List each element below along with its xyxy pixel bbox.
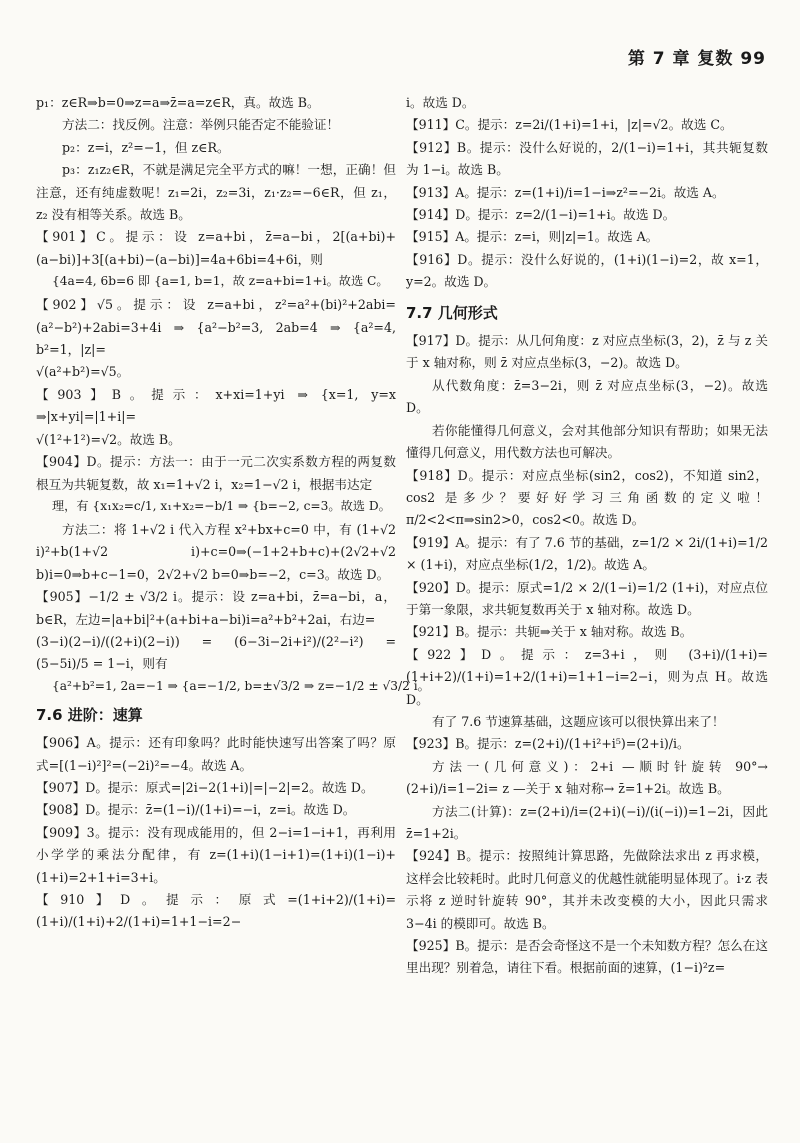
note-922: 有了 7.6 节速算基础，这题应该可以很快算出来了！	[432, 713, 725, 729]
left-column	[36, 92, 430, 934]
section-heading-7-6: 7.6 进阶：速算	[36, 705, 143, 724]
answer-904: 【904】D。提示：方法一：由于一元二次实系数方程的两复数根互为共轭复数，故 x₁=1+√2 i，x₂=1−√2 i，根据韦达定	[36, 454, 396, 492]
note-917: 若你能懂得几何意义，会对其他部分知识有帮助；如果无法懂得几何意义，用代数方法也可解决。	[406, 422, 768, 461]
answer-924: 【924】B。提示：按照纯计算思路，先做除法求出 z 再求模，这样会比较耗时。此时几何意义的优越性就能明显体现了。i·z 表示将 z 逆时针旋转 90°，其并未改变模的大小，因此只需求 3−4i 的模即可。故选 B。	[406, 848, 768, 931]
answer-922: 【922】D。提示：z=3+i，则 (3+i)/(1+i)=(1+i+2)/(1+i)=1+2/(1+i)=1+1−i=2−i，则为点 H。故选 D。	[406, 646, 768, 707]
continuation-910: i。故选 D。	[406, 95, 475, 110]
answer-908: 【908】D。提示：z̄=(1−i)/(1+i)=−i，z=i。故选 D。	[36, 802, 356, 818]
answer-921: 【921】B。提示：共轭⇒关于 x 轴对称。故选 B。	[406, 624, 693, 640]
answer-920: 【920】D。提示：原式=1/2 × 2/(1−i)=1/2 (1+i)，对应点位于第一象限，求共轭复数再关于 x 轴对称。故选 D。	[406, 579, 768, 617]
answer-906: 【906】A。提示：还有印象吗？此时能快速写出答案了吗？原式=[(1−i)²]²=(−2i)²=−4。故选 A。	[36, 735, 396, 773]
answer-902: 【902】√5。提示：设 z=a+bi，z²=a²+(bi)²+2abi=(a²−b²)+2abi=3+4i ⇒ {a²−b²=3, 2ab=4 ⇒ {a²=4, b²=1，|z|=	[36, 297, 396, 358]
answer-910: 【910】D。提示：原式=(1+i+2)/(1+i)=(1+i)/(1+i)+2/(1+i)=1+1−i=2−	[36, 892, 396, 930]
system-905: {a²+b²=1, 2a=−1 ⇒ {a=−1/2, b=±√3/2 ⇒ z=−1/2 ± √3/2 i。	[52, 678, 430, 693]
fraction-905: (3−i)(2−i)/((2+i)(2−i)) = (6−3i−2i+i²)/(2²−i²) = (5−5i)/5 = 1−i，则有	[36, 633, 396, 672]
answer-925: 【925】B。提示：是否会奇怪这不是一个未知数方程？怎么在这里出现？别着急，请往下看。根据前面的速算，(1−i)²z=	[406, 938, 768, 976]
system-901: {4a=4, 6b=6 即 {a=1, b=1，故 z=a+bi=1+i。故选 C。	[52, 274, 389, 289]
answer-913: 【913】A。提示：z=(1+i)/i=1−i⇒z²=−2i。故选 A。	[406, 184, 725, 200]
answer-916: 【916】D。提示：没什么好说的，(1+i)(1−i)=2，故 x=1，y=2。故选 D。	[406, 251, 768, 290]
p3-line: p₃：z₁z₂∈R，不就是满足完全平方式的嘛！一想，正确！但注意，还有纯虚数呢！z₁=2i，z₂=3i，z₁·z₂=−6∈R，但 z₁，z₂ 没有相等关系。故选 B。	[36, 162, 396, 223]
answer-912: 【912】B。提示：没什么好说的，2/(1−i)=1+i，其共轭复数为 1−i。故选 B。	[406, 139, 768, 178]
answer-915: 【915】A。提示：z=i，则|z|=1。故选 A。	[406, 229, 659, 245]
page-header: 第 7 章 复数 99	[627, 49, 766, 69]
p2-line: p₂：z=i，z²=−1，但 z∈R。	[62, 139, 230, 155]
answer-914: 【914】D。提示：z=2/(1−i)=1+i。故选 D。	[406, 207, 676, 223]
answer-901: 【901】C。提示：设 z=a+bi，z̄=a−bi，2[(a+bi)+(a−bi)]+3[(a+bi)−(a−bi)]=4a+6bi=4+6i，则	[36, 229, 396, 267]
result-903: √(1²+1²)=√2。故选 B。	[36, 431, 181, 447]
answer-923: 【923】B。提示：z=(2+i)/(1+i²+i⁵)=(2+i)/i。	[406, 736, 690, 752]
answer-909: 【909】3。提示：没有现成能用的，但 2−i=1−i+1，再利用小学学的乘法分配律，有 z=(1+i)(1−i+1)=(1+i)(1−i)+(1+i)=2+1+i=3+i。	[36, 824, 396, 885]
answer-903: 【903】B。提示：x+xi=1+yi ⇒ {x=1, y=x ⇒|x+yi|=|1+i|=	[36, 386, 396, 425]
system-904: 理，有 {x₁x₂=c/1, x₁+x₂=−b/1 ⇒ {b=−2, c=3。故选 D。	[52, 498, 391, 513]
method-two-904: 方法二：将 1+√2 i 代入方程 x²+bx+c=0 中，有 (1+√2 i)²+b(1+√2 i)+c=0⇒(−1+2+b+c)+(2√2+√2 b)i=0⇒b+c−1=0，2√2+√2 b=0⇒b=−2，c=3。故选 D。	[36, 521, 396, 582]
answer-918: 【918】D。提示：对应点坐标(sin2，cos2)，不知道 sin2，cos2 是多少？要好好学习三角函数的定义啦！π/2<2<π⇒sin2>0，cos2<0。故选 D。	[406, 467, 768, 528]
method-one-923: 方法一(几何意义)：2+i —顺时针旋转 90°→ (2+i)/i=1−2i= z —关于 x 轴对称→ z̄=1+2i。故选 B。	[406, 758, 768, 797]
algebra-917: 从代数角度：z̄=3−2i，则 z̄ 对应点坐标(3，−2)。故选 D。	[406, 377, 768, 416]
answer-917: 【917】D。提示：从几何角度：z 对应点坐标(3，2)，z̄ 与 z 关于 x 轴对称，则 z̄ 对应点坐标(3，−2)。故选 D。	[406, 333, 768, 371]
section-heading-7-7: 7.7 几何形式	[406, 303, 498, 322]
method-two-923: 方法二(计算)：z=(2+i)/i=(2+i)(−i)/(i(−i))=1−2i，因此 z̄=1+2i。	[406, 803, 768, 841]
p1-line: p₁：z∈R⇒b=0⇒z=a⇒z̄=a=z∈R，真。故选 B。	[36, 95, 320, 110]
answer-919: 【919】A。提示：有了 7.6 节的基础，z=1/2 × 2i/(1+i)=1/2 × (1+i)，对应点坐标(1/2，1/2)。故选 A。	[406, 534, 768, 573]
answer-911: 【911】C。提示：z=2i/(1+i)=1+i，|z|=√2。故选 C。	[406, 117, 733, 133]
right-column	[406, 92, 768, 980]
answer-905: 【905】−1/2 ± √3/2 i。提示：设 z=a+bi，z̄=a−bi，a，b∈R，左边=|a+bi|²+(a+bi+a−bi)i=a²+b²+2ai，右边=	[36, 589, 396, 627]
result-902: √(a²+b²)=√5。	[36, 364, 130, 380]
answer-907: 【907】D。提示：原式=|2i−2(1+i)|=|−2|=2。故选 D。	[36, 779, 374, 795]
method-two-line: 方法二：找反例。注意：举例只能否定不能验证！	[62, 117, 340, 133]
